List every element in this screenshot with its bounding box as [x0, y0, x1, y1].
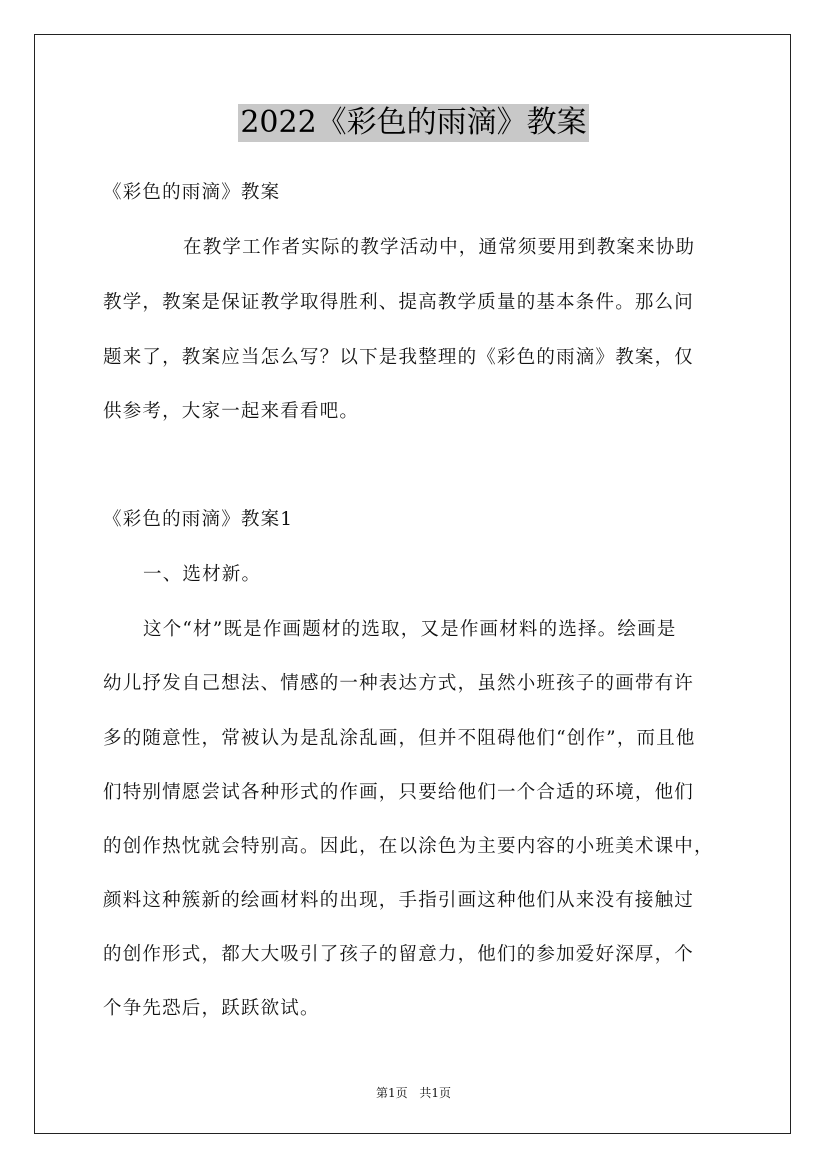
body-line: 们特别情愿尝试各种形式的作画，只要给他们一个合适的环境，他们	[103, 782, 695, 803]
intro-line: 供参考，大家一起来看看吧。	[103, 401, 360, 422]
body-line: 这个“材”既是作画题材的选取，又是作画材料的选择。绘画是	[143, 619, 677, 640]
intro-line: 教学，教案是保证教学取得胜利、提高教学质量的基本条件。那么问	[103, 292, 695, 313]
intro-line: 题来了，教案应当怎么写？以下是我整理的《彩色的雨滴》教案，仅	[103, 347, 695, 368]
body-line: 的创作形式，都大大吸引了孩子的留意力，他们的参加爱好深厚，个	[103, 944, 695, 965]
intro-line: 在教学工作者实际的教学活动中，通常须要用到教案来协助	[183, 237, 696, 258]
body-line: 个争先恐后，跃跃欲试。	[103, 998, 320, 1019]
title-container	[0, 104, 827, 142]
document-title: 2022《彩色的雨滴》教案	[240, 105, 587, 140]
item-heading: 一、选材新。	[143, 564, 262, 585]
section-heading: 《彩色的雨滴》教案1	[103, 509, 294, 530]
body-line: 多的随意性，常被认为是乱涂乱画，但并不阻碍他们“创作”，而且他	[103, 728, 696, 749]
body-line: 的创作热忱就会特别高。因此，在以涂色为主要内容的小班美术课中，	[103, 836, 714, 857]
document-subtitle: 《彩色的雨滴》教案	[103, 182, 281, 203]
page-number: 第1页	[375, 1086, 408, 1100]
body-line: 幼儿抒发自己想法、情感的一种表达方式，虽然小班孩子的画带有许	[103, 673, 695, 694]
page-total: 共1页	[419, 1086, 452, 1100]
page-footer	[0, 1084, 827, 1101]
body-line: 颜料这种簇新的绘画材料的出现，手指引画这种他们从来没有接触过	[103, 890, 695, 911]
